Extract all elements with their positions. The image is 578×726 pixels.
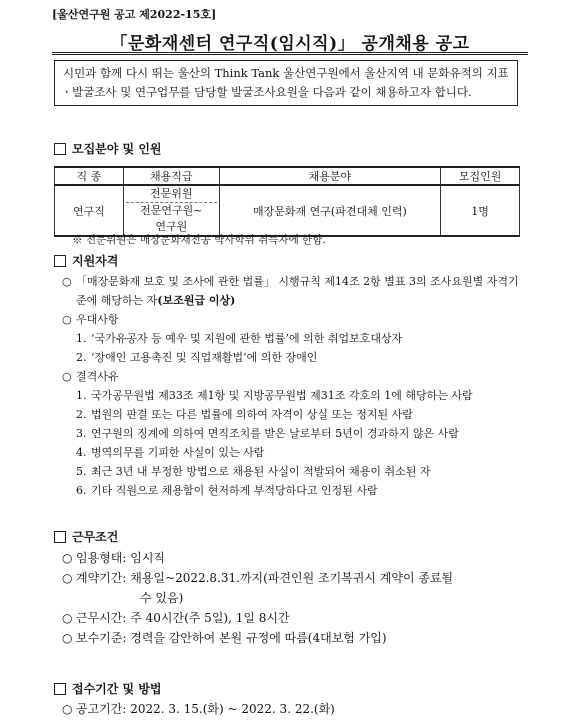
circle-bullet-icon: ○ (62, 631, 73, 645)
section-recruit-title: 모집분야 및 인원 (72, 142, 162, 156)
circle-bullet-icon: ○ (62, 551, 73, 565)
section-recruit-heading (54, 140, 162, 157)
grade-line-2: 전문연구원~ (126, 202, 217, 219)
table-row (55, 185, 520, 236)
preference-item: ‘국가유공자 등 예우 및 지원에 관한 법률’에 의한 취업보호대상자 (91, 332, 403, 345)
contract-label: 계약기간 (76, 571, 123, 585)
intro-text: 시민과 함께 다시 뛰는 울산의 Think Tank 울산연구원에서 울산지역 내 문화유적의 지표ㆍ발굴조사 및 연구업무를 담당할 발굴조사요원을 다음과 같이 채용하고자 합니다. (61, 66, 509, 99)
section-qualification-title: 지원자격 (72, 254, 119, 268)
qualification-main-bold: (보조원급 이상) (157, 294, 236, 307)
table-header-cell: 직 종 (55, 167, 124, 185)
disqual-item: 국가공무원법 제33조 제1항 및 지방공무원법 제31조 각호의 1에 해당하는 사람 (91, 389, 473, 402)
list-item: 1. 국가공무원법 제33조 제1항 및 지방공무원법 제31조 각호의 1에 해당하는 사람 (62, 386, 524, 405)
employment-label: 임용형태 (76, 551, 123, 565)
contract-value: 채용일~2022.8.31.까지(파견인원 조기복귀시 계약이 종료될 (130, 571, 454, 585)
pay-label: 보수기준 (76, 631, 123, 645)
qualification-main-body: 「매장문화재 보호 및 조사에 관한 법률」 시행규칙 제14조 2항 별표 3의 조사요원별 자격기준에 해당하는 자 (76, 275, 519, 307)
checkbox-square-icon (54, 683, 66, 695)
conditions-block (62, 548, 524, 648)
section-qualification-heading (54, 252, 118, 269)
disqual-item: 연구원의 징계에 의하여 면직조치를 받은 날로부터 5년이 경과하지 않은 사람 (91, 427, 459, 440)
list-item: 1. ‘국가유공자 등 예우 및 지원에 관한 법률’에 의한 취업보호대상자 (62, 329, 524, 348)
field-cell: 매장문화재 연구(파견대체 인력) (219, 185, 440, 236)
section-conditions-title: 근무조건 (72, 530, 119, 544)
hours-value: 주 40시간(주 5일), 1일 8시간 (130, 611, 290, 625)
grade-line-3: 연구원 (155, 220, 188, 233)
period-row: ○ 공고기간: 2022. 3. 15.(화) ~ 2022. 3. 22.(화) (62, 699, 524, 719)
table-footnote: ※ 전문위원은 매장문화재전공 박사학위 취득자에 한함. (72, 234, 326, 246)
page-title: 「문화재센터 연구직(임시직)」 공개채용 공고 (110, 34, 470, 54)
disqual-list (62, 386, 524, 500)
contract-continuation: 수 있음) (140, 591, 184, 605)
disqual-item: 최근 3년 내 부정한 방법으로 채용된 사실이 적발되어 채용이 취소된 자 (91, 465, 431, 478)
period-block (62, 699, 524, 719)
table-header-cell: 채용분야 (219, 167, 440, 185)
disqual-item: 기타 직원으로 채용함이 현저하게 부적당하다고 인정된 사람 (91, 484, 378, 497)
job-type-cell: 연구직 (55, 185, 124, 236)
title-divider (52, 52, 528, 55)
circle-bullet-icon: ○ (62, 275, 72, 288)
disqual-title: 결격사유 (76, 370, 119, 383)
notice-number: [울산연구원 공고 제2022-15호] (52, 8, 217, 21)
disqual-item: 병역의무를 기피한 사실이 있는 사람 (91, 446, 265, 459)
count-cell: 1명 (441, 185, 520, 236)
section-period-title: 접수기간 및 방법 (72, 682, 162, 696)
section-period-heading (54, 680, 162, 697)
employment-row: ○ 임용형태: 임시직 (62, 548, 524, 568)
checkbox-square-icon (54, 255, 66, 267)
table-header-row (55, 167, 520, 185)
contract-row: ○ 계약기간: 채용일~2022.8.31.까지(파견인원 조기복귀시 계약이 종료될 (62, 568, 524, 588)
checkbox-square-icon (54, 143, 66, 155)
grade-line-1: 전문위원 (150, 187, 193, 200)
preference-title: 우대사항 (76, 313, 119, 326)
preference-heading (62, 310, 524, 329)
pay-value: 경력을 감안하여 본원 규정에 따름(4대보험 가입) (130, 631, 387, 645)
preference-item: ‘장애인 고용촉진 및 직업재활법’에 의한 장애인 (91, 351, 318, 364)
table-header-cell: 채용직급 (123, 167, 219, 185)
qualification-block (62, 272, 524, 500)
checkbox-square-icon (54, 531, 66, 543)
employment-value: 임시직 (130, 551, 166, 565)
intro-box (54, 60, 518, 106)
circle-bullet-icon: ○ (62, 313, 72, 326)
recruit-table (54, 166, 520, 237)
table-header-cell: 모집인원 (441, 167, 520, 185)
qualification-main-text (76, 272, 524, 310)
qualification-main (62, 272, 524, 310)
disqual-item: 법원의 판결 또는 다른 법률에 의하여 자격이 상실 또는 정지된 사람 (91, 408, 413, 421)
hours-row: ○ 근무시간: 주 40시간(주 5일), 1일 8시간 (62, 608, 524, 628)
period-value: 2022. 3. 15.(화) ~ 2022. 3. 22.(화) (130, 702, 335, 716)
list-item: 5. 최근 3년 내 부정한 방법으로 채용된 사실이 적발되어 채용이 취소된 자 (62, 462, 524, 481)
list-item: 4. 병역의무를 기피한 사실이 있는 사람 (62, 443, 524, 462)
pay-row: ○ 보수기준: 경력을 감안하여 본원 규정에 따름(4대보험 가입) (62, 628, 524, 648)
circle-bullet-icon: ○ (62, 370, 72, 383)
list-item: 2. 법원의 판결 또는 다른 법률에 의하여 자격이 상실 또는 정지된 사람 (62, 405, 524, 424)
grade-cell (123, 185, 219, 236)
hours-label: 근무시간 (76, 611, 123, 625)
list-item: 2. ‘장애인 고용촉진 및 직업재활법’에 의한 장애인 (62, 348, 524, 367)
circle-bullet-icon: ○ (62, 611, 73, 625)
disqual-heading (62, 367, 524, 386)
preference-list (62, 329, 524, 367)
list-item: 6. 기타 직원으로 채용함이 현저하게 부적당하다고 인정된 사람 (62, 481, 524, 500)
circle-bullet-icon: ○ (62, 571, 73, 585)
period-label: 공고기간 (76, 702, 123, 716)
section-conditions-heading (54, 528, 118, 545)
list-item: 3. 연구원의 징계에 의하여 면직조치를 받은 날로부터 5년이 경과하지 않은 사람 (62, 424, 524, 443)
circle-bullet-icon: ○ (62, 702, 73, 716)
